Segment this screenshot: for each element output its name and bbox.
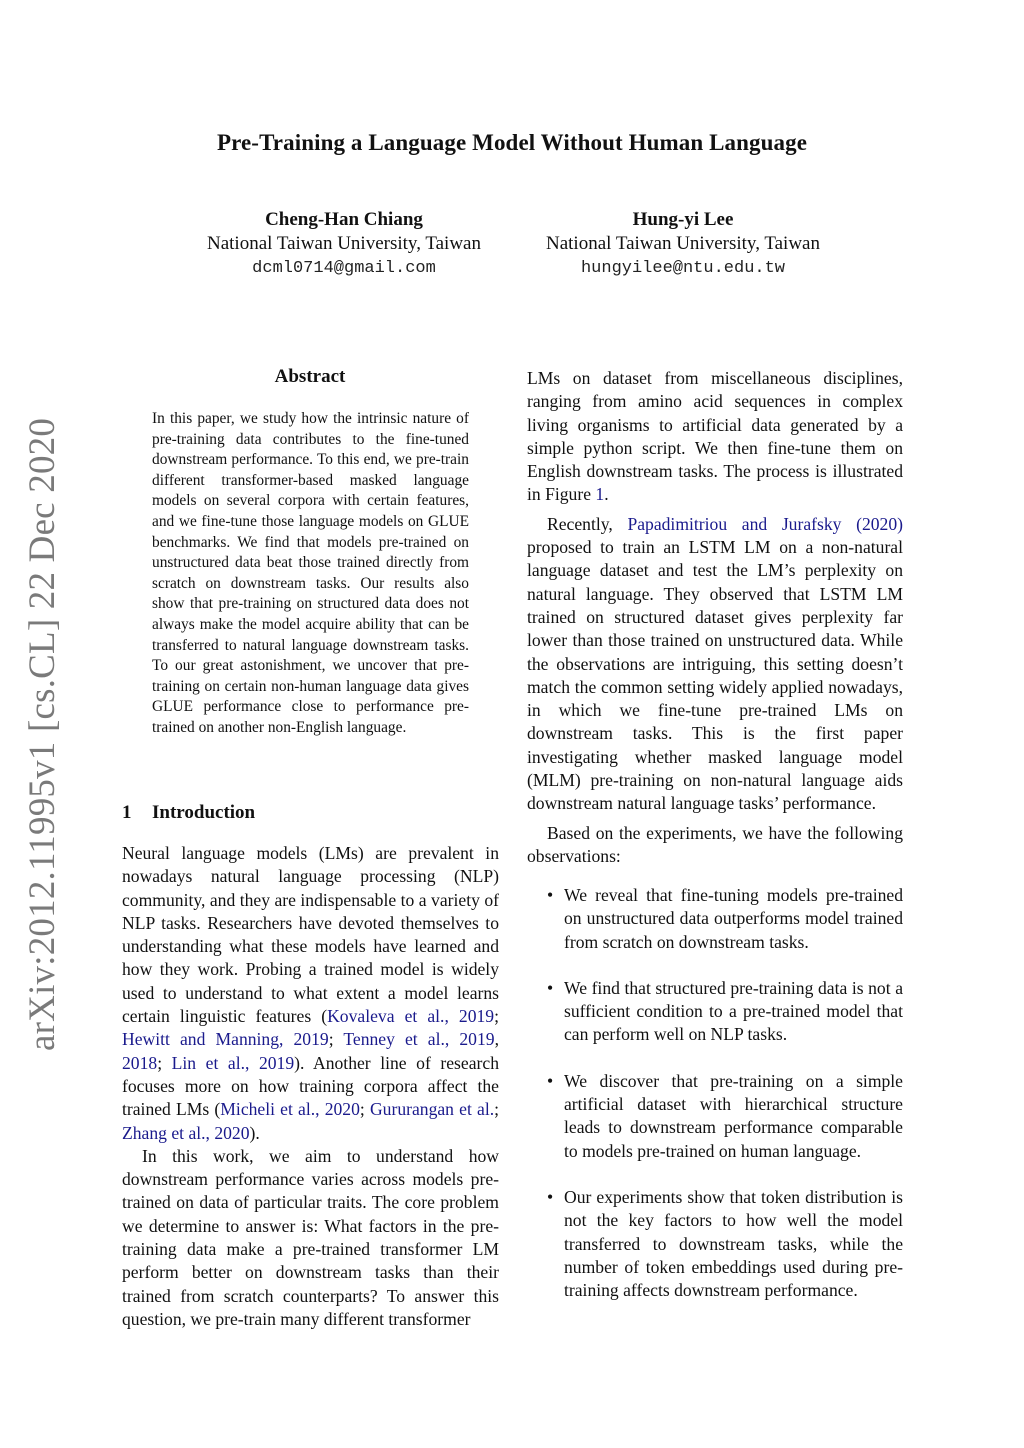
text-run: ; — [157, 1052, 172, 1073]
right-column-body — [527, 367, 903, 868]
list-item-text: We reveal that fine-tuning models pre-trained on unstructured data outperforms model trained from scratch on downstream tasks. — [564, 885, 903, 952]
observations-list-wrapper — [527, 884, 903, 1302]
bullet-icon: • — [547, 977, 554, 998]
paper-title: Pre-Training a Language Model Without Human Language — [216, 130, 808, 155]
text-run: Recently, — [547, 513, 628, 534]
text-run: ; — [359, 1099, 370, 1120]
intro-paragraph-3 — [527, 367, 903, 507]
intro-paragraph-2: In this work, we aim to understand how downstream performance varies across models pre-trained on data of particular traits. The core problem we determine to answer is: What factors in the pre-training data make a pre-trained transformer LM perform better on downstream tasks than their trained from scratch counterparts? To answer this question, we pre-train many different transformer — [122, 1145, 499, 1329]
author-name: Hung-yi Lee — [632, 209, 734, 230]
citation-link[interactable]: Hewitt and Manning, 2019 — [122, 1029, 329, 1050]
list-item-text: Our experiments show that token distribution is not the key factors to how well the model transferred to downstream tasks, while the number of token embeddings used during pre-training affects downstream performance. — [564, 1186, 903, 1301]
text-run: . — [604, 484, 609, 505]
bullet-icon: • — [547, 1186, 554, 1207]
intro-paragraph-1 — [122, 842, 499, 1145]
left-column-body — [122, 842, 499, 1331]
list-item — [527, 1070, 903, 1163]
bullet-icon: • — [547, 885, 554, 905]
text-run: , — [494, 1029, 499, 1050]
list-item — [527, 977, 903, 1047]
author-email: hungyilee@ntu.edu.tw — [580, 259, 786, 278]
text-run: LMs on dataset from miscellaneous disciplines, ranging from amino acid sequences in complex living organisms to artificial data generated by a simple python script. We then fine-tune them on English downstream tasks. The process is illustrated in Figure — [527, 368, 903, 505]
list-item-text: We discover that pre-training on a simple artificial dataset with hierarchical structure leads to downstream performance comparable to models pre-trained on human language. — [564, 1070, 903, 1161]
text-run: ; — [494, 1006, 499, 1027]
text-run: proposed to train an LSTM LM on a non-natural language dataset and test the LM’s perplexity on natural language. They observed that LSTM LM trained on structured dataset gives perplexity far lower than those trained on unstructured data. While the observations are intriguing, this setting doesn’t match the common setting widely applied nowadays, in which we fine-tune pre-trained LMs on downstream tasks. This is the first paper investigating whether masked language model (MLM) pre-training on non-natural language aids downstream natural language tasks’ performance. — [527, 537, 903, 814]
citation-link[interactable]: Micheli et al., 2020 — [220, 1099, 360, 1120]
author-block-1 — [164, 208, 524, 282]
abstract-heading: Abstract — [274, 366, 346, 387]
author-affiliation: National Taiwan University, Taiwan — [206, 233, 481, 254]
citation-link[interactable]: Gururangan et al. — [369, 1099, 495, 1120]
citation-link[interactable]: Zhang et al., 2020 — [122, 1122, 250, 1143]
citation-link[interactable]: Papadimitriou and Jurafsky (2020) — [627, 513, 903, 534]
figure-reference-link[interactable]: 1 — [595, 484, 605, 505]
text-run: ; — [494, 1099, 499, 1120]
author-email: dcml0714@gmail.com — [252, 259, 436, 278]
abstract-text: In this paper, we study how the intrinsic nature of pre-training data contributes to the fine-tuned downstream performance. To this end, we pre-train different transformer-based masked language models on several corpora with certain features, and we fine-tune those language models on GLUE benchmarks. We find that models pre-trained on unstructured data beat those trained directly from scratch on downstream tasks. Our results also show that pre-training on structured data does not always make the model acquire ability that can be transferred to natural language downstream tasks. To our great astonishment, we uncover that pre-training on certain non-human language data gives GLUE performance close to performance pre-trained on another non-English language. — [152, 410, 469, 736]
author-affiliation: National Taiwan University, Taiwan — [545, 233, 820, 254]
observations-list — [527, 884, 903, 1302]
citation-link[interactable]: Tenney et al., 2019 — [343, 1029, 495, 1050]
author-name: Cheng-Han Chiang — [265, 209, 423, 230]
author-block-2 — [503, 208, 863, 282]
text-run: Neural language models (LMs) are prevalent in nowadays natural language processing (NLP) community, and they are indispensable to a variety of NLP tasks. Researchers have devoted themselves to understanding what these models have learned and how they work. Probing a trained model is widely used to understand to what extent a model learns certain linguistic features ( — [122, 843, 499, 1027]
section-heading-introduction — [122, 802, 255, 824]
citation-link[interactable]: 2018 — [122, 1052, 158, 1073]
citation-link[interactable]: Kovaleva et al., 2019 — [327, 1006, 495, 1027]
text-run: ; — [328, 1029, 344, 1050]
text-run: ). Another line of research focuses more on how training corpora affect the trained LMs ( — [122, 1052, 499, 1120]
bullet-icon: • — [547, 1070, 554, 1091]
list-item-text: We find that structured pre-training data is not a sufficient condition to a pre-trained model that can perform well on NLP tasks. — [564, 977, 903, 1045]
intro-paragraph-5: Based on the experiments, we have the following observations: — [527, 822, 903, 866]
section-number: 1 — [122, 802, 132, 823]
citation-link[interactable]: Lin et al., 2019 — [171, 1052, 295, 1073]
list-item — [527, 884, 903, 954]
section-title: Introduction — [152, 802, 256, 823]
arxiv-stamp: arXiv:2012.11995v1 [cs.CL] 22 Dec 2020 — [22, 417, 63, 1051]
intro-paragraph-4 — [527, 513, 903, 816]
list-item — [527, 1186, 903, 1302]
text-run: ). — [249, 1122, 260, 1143]
